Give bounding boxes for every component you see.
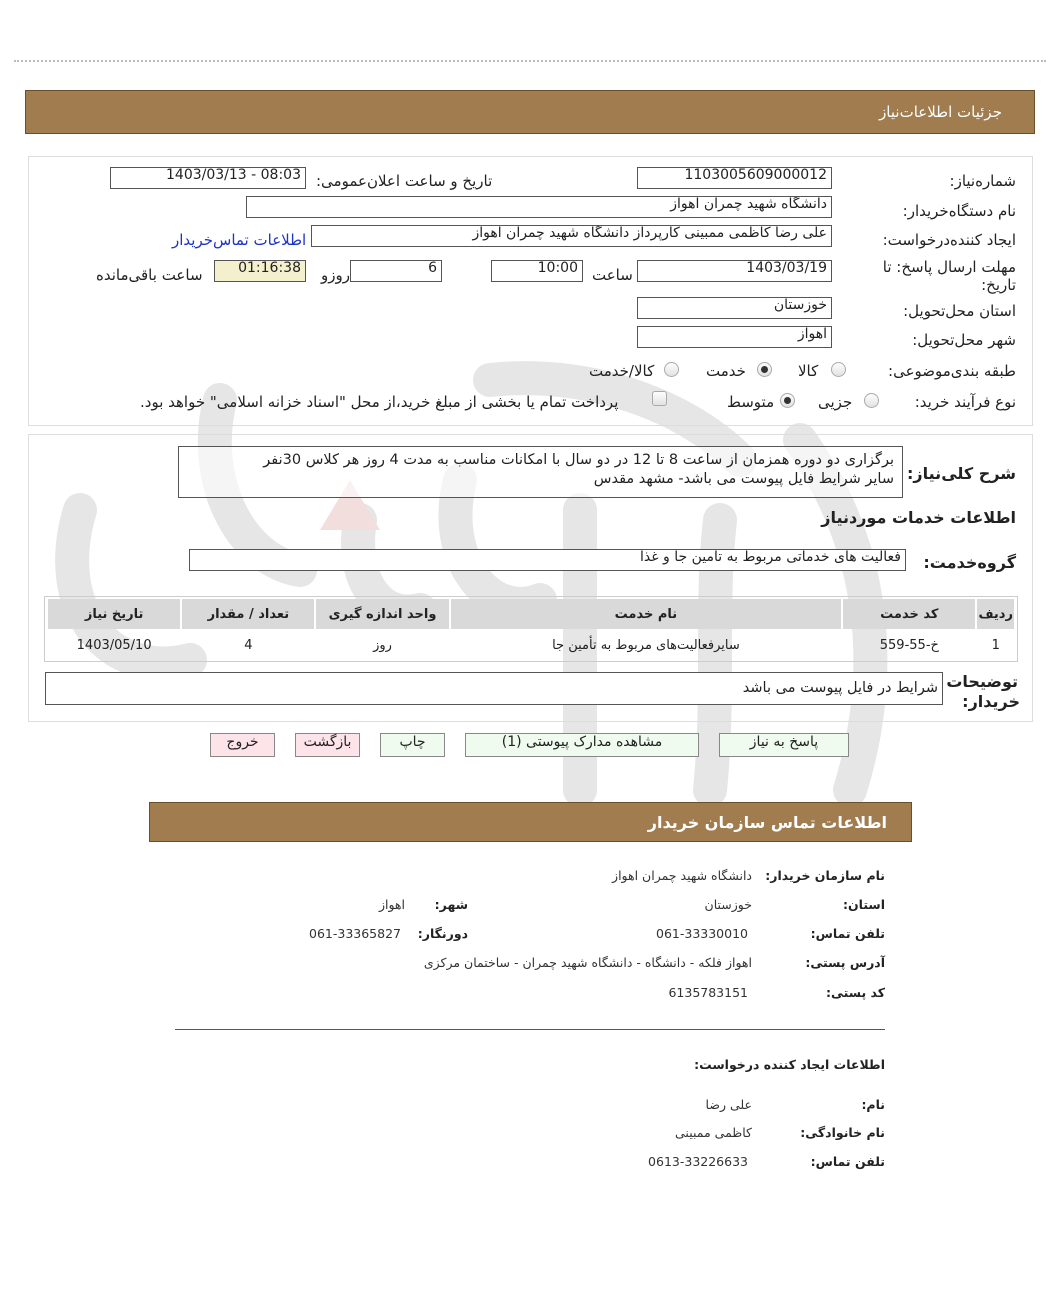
page-header bbox=[25, 90, 1035, 134]
service-group-field[interactable]: فعالیت های خدماتی مربوط به تامین جا و غذا bbox=[189, 549, 906, 571]
cell-code: خ-55-559 bbox=[879, 637, 939, 653]
deadline-label-line1: مهلت ارسال پاسخ: تا bbox=[882, 258, 1016, 276]
remaining-time-label: ساعت باقی‌مانده bbox=[96, 266, 203, 284]
table-frame bbox=[44, 596, 1018, 662]
contact-phone-value: 061-33330010 bbox=[656, 926, 748, 941]
category-goods-radio[interactable] bbox=[831, 362, 846, 377]
purchase-medium-label: متوسط bbox=[727, 393, 775, 411]
creator-last-name-value: کاظمی ممبینی bbox=[675, 1125, 752, 1140]
service-group-label: گروه‌خدمت: bbox=[923, 553, 1016, 572]
remaining-time-field: 01:16:38 bbox=[214, 260, 306, 282]
exit-button[interactable]: خروج bbox=[210, 733, 275, 757]
contact-city-label: شهر: bbox=[434, 897, 468, 912]
buyer-org-field[interactable]: دانشگاه شهید چمران اهواز bbox=[246, 196, 832, 218]
category-service-radio[interactable] bbox=[757, 362, 772, 377]
contact-province-value: خوزستان bbox=[704, 897, 752, 912]
province-field[interactable]: خوزستان bbox=[637, 297, 832, 319]
services-heading: اطلاعات خدمات موردنیاز bbox=[821, 508, 1016, 527]
col-qty-header: تعداد / مقدار bbox=[182, 599, 314, 629]
print-button[interactable]: چاپ bbox=[380, 733, 445, 757]
cell-unit: روز bbox=[373, 637, 392, 653]
category-goods-label: کالا bbox=[798, 362, 819, 380]
description-label: شرح کلی‌نیاز: bbox=[907, 464, 1016, 483]
creator-first-name-value: علی رضا bbox=[705, 1097, 752, 1112]
deadline-days-label: روزو bbox=[321, 266, 350, 284]
city-field[interactable]: اهواز bbox=[637, 326, 832, 348]
contact-postal-value: 6135783151 bbox=[668, 985, 748, 1000]
need-number-field[interactable]: 1103005609000012 bbox=[637, 167, 832, 189]
contact-postal-label: کد پستی: bbox=[825, 985, 885, 1000]
contact-address-value: اهواز فلکه - دانشگاه - دانشگاه شهید چمران - ساختمان مرکزی bbox=[423, 955, 752, 970]
buyer-contact-link[interactable]: اطلاعات تماس‌خریدار bbox=[172, 231, 307, 249]
buyer-notes-field: شرایط در فایل پیوست می باشد bbox=[45, 672, 943, 705]
category-goods-service-label: کالا/خدمت bbox=[589, 362, 655, 380]
category-goods-service-radio[interactable] bbox=[664, 362, 679, 377]
description-box bbox=[178, 446, 903, 498]
contact-fax-value: 061-33365827 bbox=[309, 926, 401, 941]
description-line-2: سایر شرایط فایل پیوست می باشد- مشهد مقدس bbox=[593, 471, 894, 487]
contact-fax-label: دورنگار: bbox=[417, 926, 468, 941]
announce-datetime-field[interactable]: 1403/03/13 - 08:03 bbox=[110, 167, 306, 189]
buyer-notes-label-1: توضیحات bbox=[946, 672, 1018, 691]
cell-date: 1403/05/10 bbox=[76, 637, 152, 653]
treasury-payment-checkbox[interactable] bbox=[652, 391, 667, 406]
col-code-header: کد خدمت bbox=[843, 599, 975, 629]
page-title: جزئیات اطلاعات‌نیاز bbox=[879, 103, 1002, 121]
deadline-time-field[interactable]: 10:00 bbox=[491, 260, 583, 282]
announce-datetime-label: تاریخ و ساعت اعلان‌عمومی: bbox=[316, 172, 493, 190]
contact-address-label: آدرس پستی: bbox=[805, 955, 885, 970]
deadline-date-field[interactable]: 1403/03/19 bbox=[637, 260, 832, 282]
category-service-label: خدمت bbox=[706, 362, 746, 380]
creator-first-name-label: نام: bbox=[861, 1097, 885, 1112]
treasury-payment-note: پرداخت تمام یا بخشی از مبلغ خرید،از محل "اسناد خزانه اسلامی" خواهد بود. bbox=[140, 393, 619, 411]
requester-field[interactable]: علی رضا کاظمی ممبینی کارپرداز دانشگاه شهید چمران اهواز bbox=[311, 225, 832, 247]
contact-section-header bbox=[149, 802, 912, 842]
description-line-1: برگزاری دو دوره همزمان از ساعت 8 تا 12 در دو سال با امکانات مناسب به مدت 4 روز هر کلاس 30نفر bbox=[263, 452, 894, 468]
back-button[interactable]: بازگشت bbox=[295, 733, 360, 757]
deadline-label-line2: تاریخ: bbox=[981, 276, 1016, 294]
purchase-medium-radio[interactable] bbox=[780, 393, 795, 408]
buyer-notes-label-2: خریدار: bbox=[962, 692, 1020, 711]
category-label: طبقه بندی‌موضوعی: bbox=[888, 362, 1016, 380]
contact-city-value: اهواز bbox=[378, 897, 405, 912]
contact-org-value: دانشگاه شهید چمران اهواز bbox=[612, 868, 752, 883]
creator-last-name-label: نام خانوادگی: bbox=[800, 1125, 885, 1140]
contact-province-label: استان: bbox=[842, 897, 885, 912]
contact-org-label: نام سازمان خریدار: bbox=[765, 868, 885, 883]
cell-row: 1 bbox=[991, 637, 1000, 653]
province-label: استان محل‌تحویل: bbox=[903, 302, 1016, 320]
creator-phone-value: 0613-33226633 bbox=[648, 1154, 748, 1169]
city-label: شهر محل‌تحویل: bbox=[912, 331, 1016, 349]
deadline-days-field[interactable]: 6 bbox=[350, 260, 442, 282]
col-unit-header: واحد اندازه گیری bbox=[316, 599, 448, 629]
requester-label: ایجاد کننده‌درخواست: bbox=[882, 231, 1016, 249]
contact-section-title: اطلاعات تماس سازمان خریدار bbox=[647, 813, 887, 832]
buyer-org-label: نام دستگاه‌خریدار: bbox=[902, 202, 1016, 220]
reply-button[interactable]: پاسخ به نیاز bbox=[719, 733, 849, 757]
deadline-time-label: ساعت bbox=[592, 266, 633, 284]
need-number-label: شماره‌نیاز: bbox=[949, 172, 1016, 190]
col-name-header: نام خدمت bbox=[451, 599, 842, 629]
creator-section-title: اطلاعات ایجاد کننده درخواست: bbox=[694, 1057, 885, 1072]
creator-phone-label: تلفن تماس: bbox=[810, 1154, 885, 1169]
contact-phone-label: تلفن تماس: bbox=[810, 926, 885, 941]
col-date-header: تاریخ نیاز bbox=[48, 599, 180, 629]
purchase-minor-radio[interactable] bbox=[864, 393, 879, 408]
attachments-button[interactable]: مشاهده مدارک پیوستی (1) bbox=[465, 733, 699, 757]
cell-name: سایرفعالیت‌های مربوط به تأمین جا bbox=[552, 637, 740, 653]
top-divider bbox=[14, 60, 1046, 62]
purchase-minor-label: جزیی bbox=[818, 393, 853, 411]
col-row-header: ردیف bbox=[977, 599, 1014, 629]
purchase-type-label: نوع فرآیند خرید: bbox=[914, 393, 1016, 411]
contact-divider bbox=[175, 1029, 885, 1030]
cell-qty: 4 bbox=[244, 637, 253, 653]
